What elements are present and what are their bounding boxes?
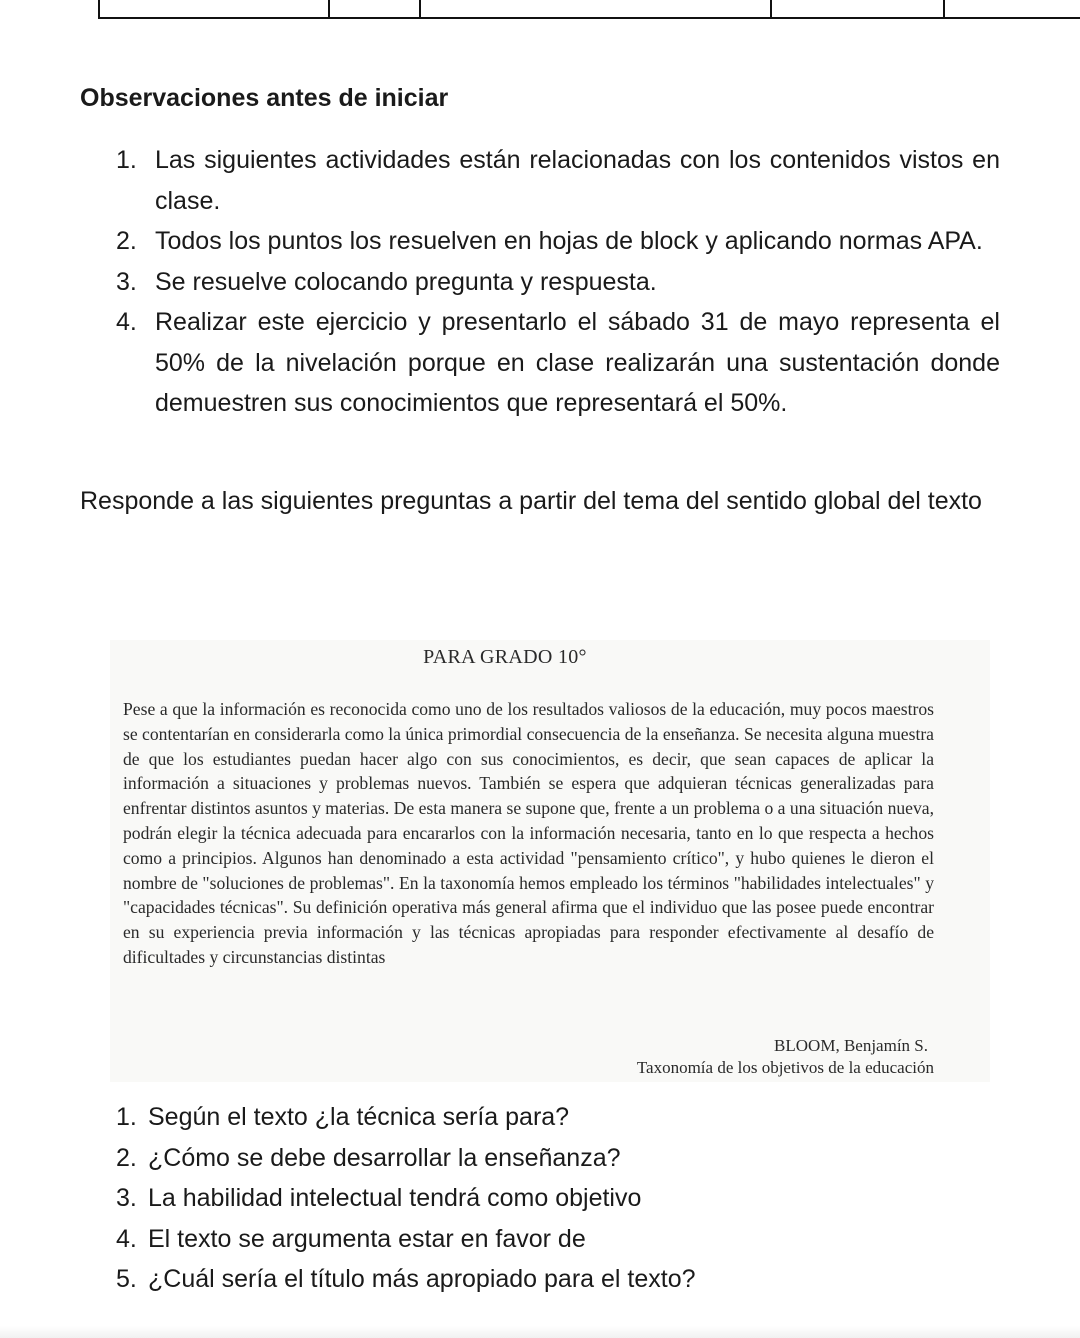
question-number: 5. bbox=[116, 1265, 137, 1293]
list-item-number: 3. bbox=[116, 267, 137, 296]
table-fragment bbox=[98, 0, 1080, 19]
question-item bbox=[116, 1178, 1000, 1219]
instruction-paragraph: Responde a las siguientes preguntas a partir del tema del sentido global del texto bbox=[80, 487, 982, 515]
question-number: 4. bbox=[116, 1224, 137, 1253]
list-item bbox=[116, 302, 1000, 424]
list-item-text: Todos los puntos los resuelven en hojas de block y aplicando normas APA. bbox=[155, 227, 983, 255]
question-number: 3. bbox=[116, 1184, 137, 1212]
question-text: La habilidad intelectual tendrá como objetivo bbox=[148, 1184, 642, 1212]
table-cell bbox=[330, 0, 421, 17]
list-item bbox=[116, 221, 1000, 262]
page-bottom-edge bbox=[0, 1326, 1080, 1338]
list-item-number: 2. bbox=[116, 227, 137, 255]
section-heading: Observaciones antes de iniciar bbox=[80, 84, 449, 112]
question-number: 1. bbox=[116, 1103, 137, 1131]
observations-list bbox=[116, 140, 1000, 424]
list-item-text: Se resuelve colocando pregunta y respuesta. bbox=[155, 267, 657, 296]
question-text: ¿Cuál sería el título más apropiado para el texto? bbox=[148, 1265, 696, 1293]
table-cell bbox=[772, 0, 945, 17]
list-item-text: Las siguientes actividades están relacionadas con los contenidos vistos en clase. bbox=[155, 146, 1000, 215]
question-item bbox=[116, 1219, 1000, 1260]
question-number: 2. bbox=[116, 1143, 137, 1172]
list-item-text: Realizar este ejercicio y presentarlo el sábado 31 de mayo representa el 50% de la nivelación porque en clase realizarán una sustentación donde demuestren sus conocimientos que representará el 50%. bbox=[155, 308, 1000, 417]
question-text: El texto se argumenta estar en favor de bbox=[148, 1224, 586, 1253]
reading-excerpt bbox=[110, 640, 990, 1082]
list-item bbox=[116, 262, 1000, 303]
list-item-number: 1. bbox=[116, 146, 137, 174]
question-item bbox=[116, 1138, 1000, 1179]
excerpt-title: PARA GRADO 10° bbox=[423, 646, 587, 668]
table-cell bbox=[100, 0, 330, 17]
question-text: Según el texto ¿la técnica sería para? bbox=[148, 1103, 570, 1131]
list-item bbox=[116, 140, 1000, 221]
question-item bbox=[116, 1097, 1000, 1138]
question-item bbox=[116, 1259, 1000, 1300]
excerpt-body: Pese a que la información es reconocida como uno de los resultados valiosos de la educación, muy pocos maestros se contentarían en considerarla como la única primordial consecuencia de la enseñanza. Se necesita alguna muestra de que los estudiantes puedan hacer algo con sus conocimientos, es decir, que sean capaces de aplicar la información a situaciones y problemas nuevos. También se espera que adquieran técnicas generalizadas para enfrentar distintos asuntos y materias. De esta manera se supone que, frente a un problema o a una situación nueva, podrán elegir la técnica adecuada para encararlos con la información necesaria, tanto en lo que respecta a hechos como a principios. Algunos han denominado a esta actividad "pensamiento crítico", y hubo quienes le dieron el nombre de "soluciones de problemas". En la taxonomía hemos empleado los términos "habilidades intelectuales" y "capacidades técnicas". Su definición operativa más general afirma que el individuo que las posee puede encontrar en su experiencia previa información y las técnicas apropiadas para responder efectivamente al desafío de dificultades y circunstancias distintas bbox=[123, 699, 934, 967]
list-item-number: 4. bbox=[116, 308, 137, 336]
excerpt-author: BLOOM, Benjamín S. bbox=[774, 1036, 928, 1055]
table-cell bbox=[421, 0, 772, 17]
excerpt-book-title: Taxonomía de los objetivos de la educación bbox=[636, 1058, 934, 1077]
question-text: ¿Cómo se debe desarrollar la enseñanza? bbox=[148, 1143, 621, 1172]
questions-list bbox=[116, 1097, 1000, 1300]
